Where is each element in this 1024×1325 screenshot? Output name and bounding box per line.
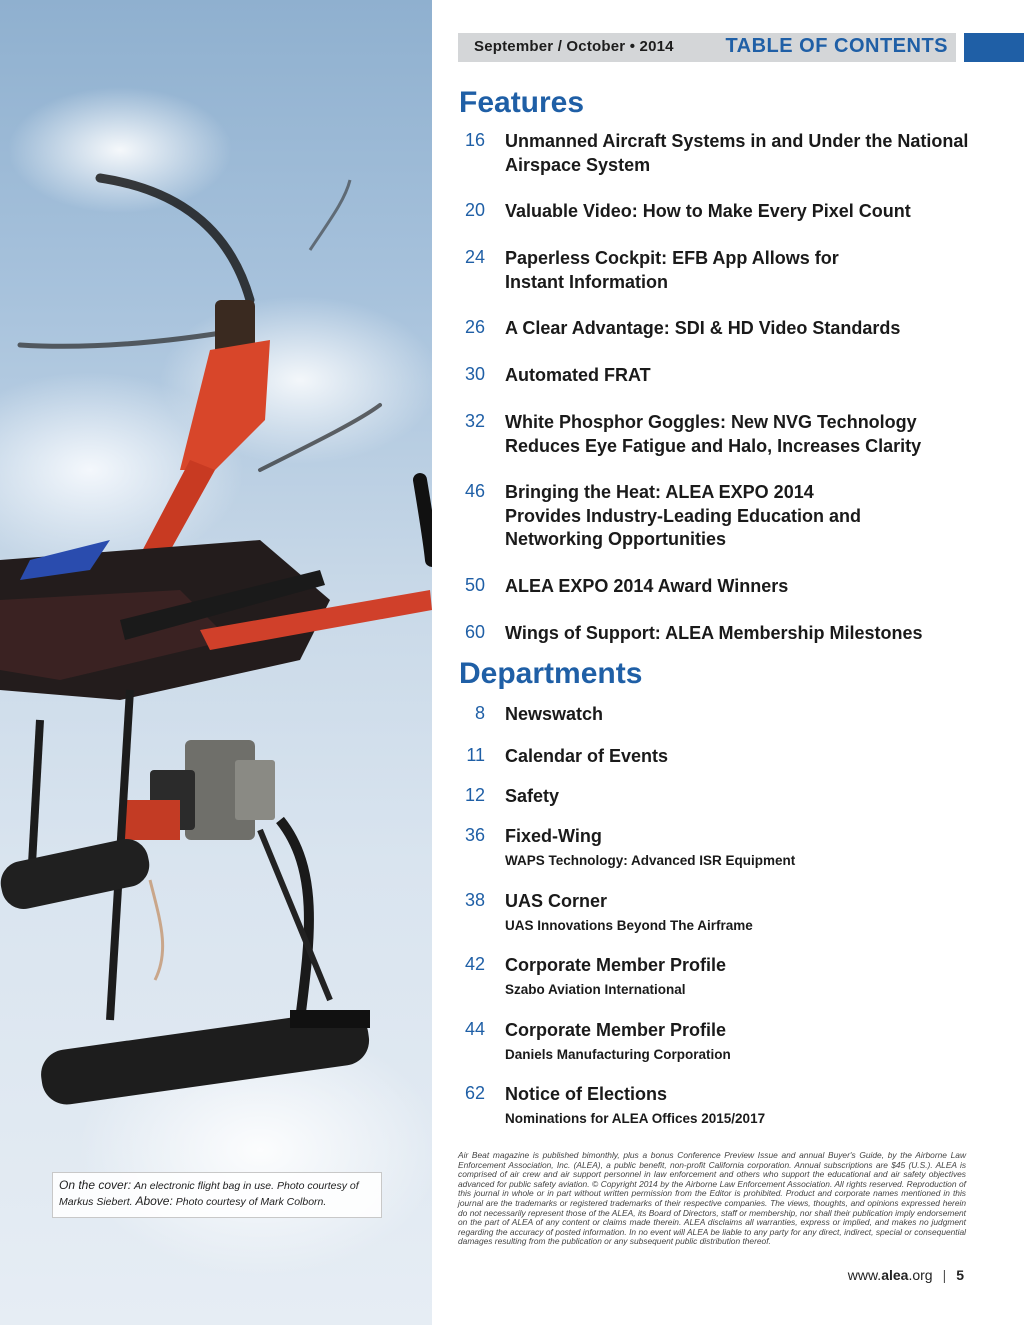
department-subtitle: Daniels Manufacturing Corporation [505, 1047, 731, 1062]
cover-photo-drone [0, 0, 432, 1325]
page-title: TABLE OF CONTENTS [725, 35, 948, 57]
feature-title: White Phosphor Goggles: New NVG Technology Reduces Eye Fatigue and Halo, Increases Clarity [505, 412, 922, 456]
footer-separator: | [942, 1267, 947, 1283]
page-footer [848, 1267, 964, 1283]
departments-heading: Departments [459, 657, 643, 690]
footer-domain-prefix: www. [847, 1267, 882, 1283]
footer-domain-bold: alea [881, 1267, 909, 1283]
department-page-number: 44 [464, 1019, 485, 1039]
feature-title: Valuable Video: How to Make Every Pixel Count [505, 201, 911, 221]
feature-page-number: 16 [464, 130, 485, 150]
feature-title: Automated FRAT [505, 365, 651, 385]
caption-cover-label: On the cover: [59, 1178, 132, 1192]
department-subtitle: UAS Innovations Beyond The Airframe [505, 918, 753, 933]
header-accent-tab [964, 33, 1024, 62]
department-page-number: 62 [464, 1083, 485, 1103]
feature-page-number: 32 [464, 411, 485, 431]
department-page-number: 8 [474, 703, 485, 723]
department-page-number: 36 [464, 825, 485, 845]
features-heading: Features [459, 86, 585, 119]
feature-title: A Clear Advantage: SDI & HD Video Standards [505, 318, 901, 338]
feature-page-number: 46 [464, 481, 485, 501]
feature-page-number: 24 [464, 247, 485, 267]
feature-page-number: 60 [464, 622, 485, 642]
page-number: 5 [956, 1267, 964, 1283]
issue-date: September / October • 2014 [474, 38, 674, 55]
publication-disclaimer: Air Beat magazine is published bimonthly, plus a bonus Conference Preview Issue and annual Buyer's Guide, by the Airborne Law Enforcement Association, Inc. (ALEA), a public benefit, non-profit California corporation. Annual subscriptions are $45 (U.S.). ALEA is comprised of air crew and air support personnel in law enforcement and others who support the educational and air safety objectives advanced for public safety aviation. © Copyright 2014 by the Airborne Law Enforcement Association. All rights reserved. Reproduction of this journal in whole or in part without written permission from the Editor is prohibited. Product and corporate names mentioned in this journal are the trademarks or registered trademarks of their respective companies. The views, thoughts, and opinions expressed herein do not necessarily represent those of the ALEA, its Board of Directors, staff or membership, nor shall their publication imply endorsement on the part of ALEA of any content or claims made therein. ALEA disclaims all warranties, express or implied, and makes no judgment regarding the accuracy of posted information. In no event will ALEA be liable to any party for any direct, indirect, special or consequential damages resulting from the publication or any subsequent public distribution thereof. [458, 1150, 966, 1247]
feature-page-number: 30 [464, 364, 485, 384]
feature-page-number: 26 [464, 317, 485, 337]
department-title: UAS Corner [505, 891, 608, 911]
drone-illustration [0, 0, 432, 1325]
department-page-number: 42 [464, 954, 485, 974]
department-title: Corporate Member Profile [505, 955, 727, 975]
department-title: Safety [505, 786, 560, 806]
department-subtitle: Szabo Aviation International [505, 982, 686, 997]
footer-website-link[interactable] [848, 1267, 933, 1283]
feature-title: ALEA EXPO 2014 Award Winners [505, 576, 789, 596]
department-page-number: 38 [464, 890, 485, 910]
department-page-number: 11 [466, 745, 485, 765]
caption-above-label: Above: [135, 1194, 173, 1208]
department-title: Newswatch [505, 704, 604, 724]
cover-caption [52, 1172, 382, 1218]
department-subtitle: Nominations for ALEA Offices 2015/2017 [505, 1111, 766, 1126]
department-title: Calendar of Events [505, 746, 669, 766]
feature-title: Bringing the Heat: ALEA EXPO 2014 Provides Industry-Leading Education and Networking Opportunities [505, 482, 862, 549]
department-page-number: 12 [464, 785, 485, 805]
footer-domain-suffix: .org [908, 1267, 933, 1283]
department-title: Fixed-Wing [505, 826, 602, 846]
feature-page-number: 50 [464, 575, 485, 595]
feature-title: Wings of Support: ALEA Membership Milestones [505, 623, 923, 643]
caption-above-text: Photo courtesy of Mark Colborn. [175, 1196, 327, 1208]
department-title: Corporate Member Profile [505, 1020, 727, 1040]
department-subtitle: WAPS Technology: Advanced ISR Equipment [505, 853, 796, 868]
feature-title: Unmanned Aircraft Systems in and Under the National Airspace System [505, 131, 969, 175]
feature-page-number: 20 [464, 200, 485, 220]
department-title: Notice of Elections [505, 1084, 668, 1104]
feature-title: Paperless Cockpit: EFB App Allows for Instant Information [505, 248, 839, 292]
caption-cover-text: An electronic flight bag in use. Photo courtesy of Markus Siebert. [59, 1180, 359, 1208]
